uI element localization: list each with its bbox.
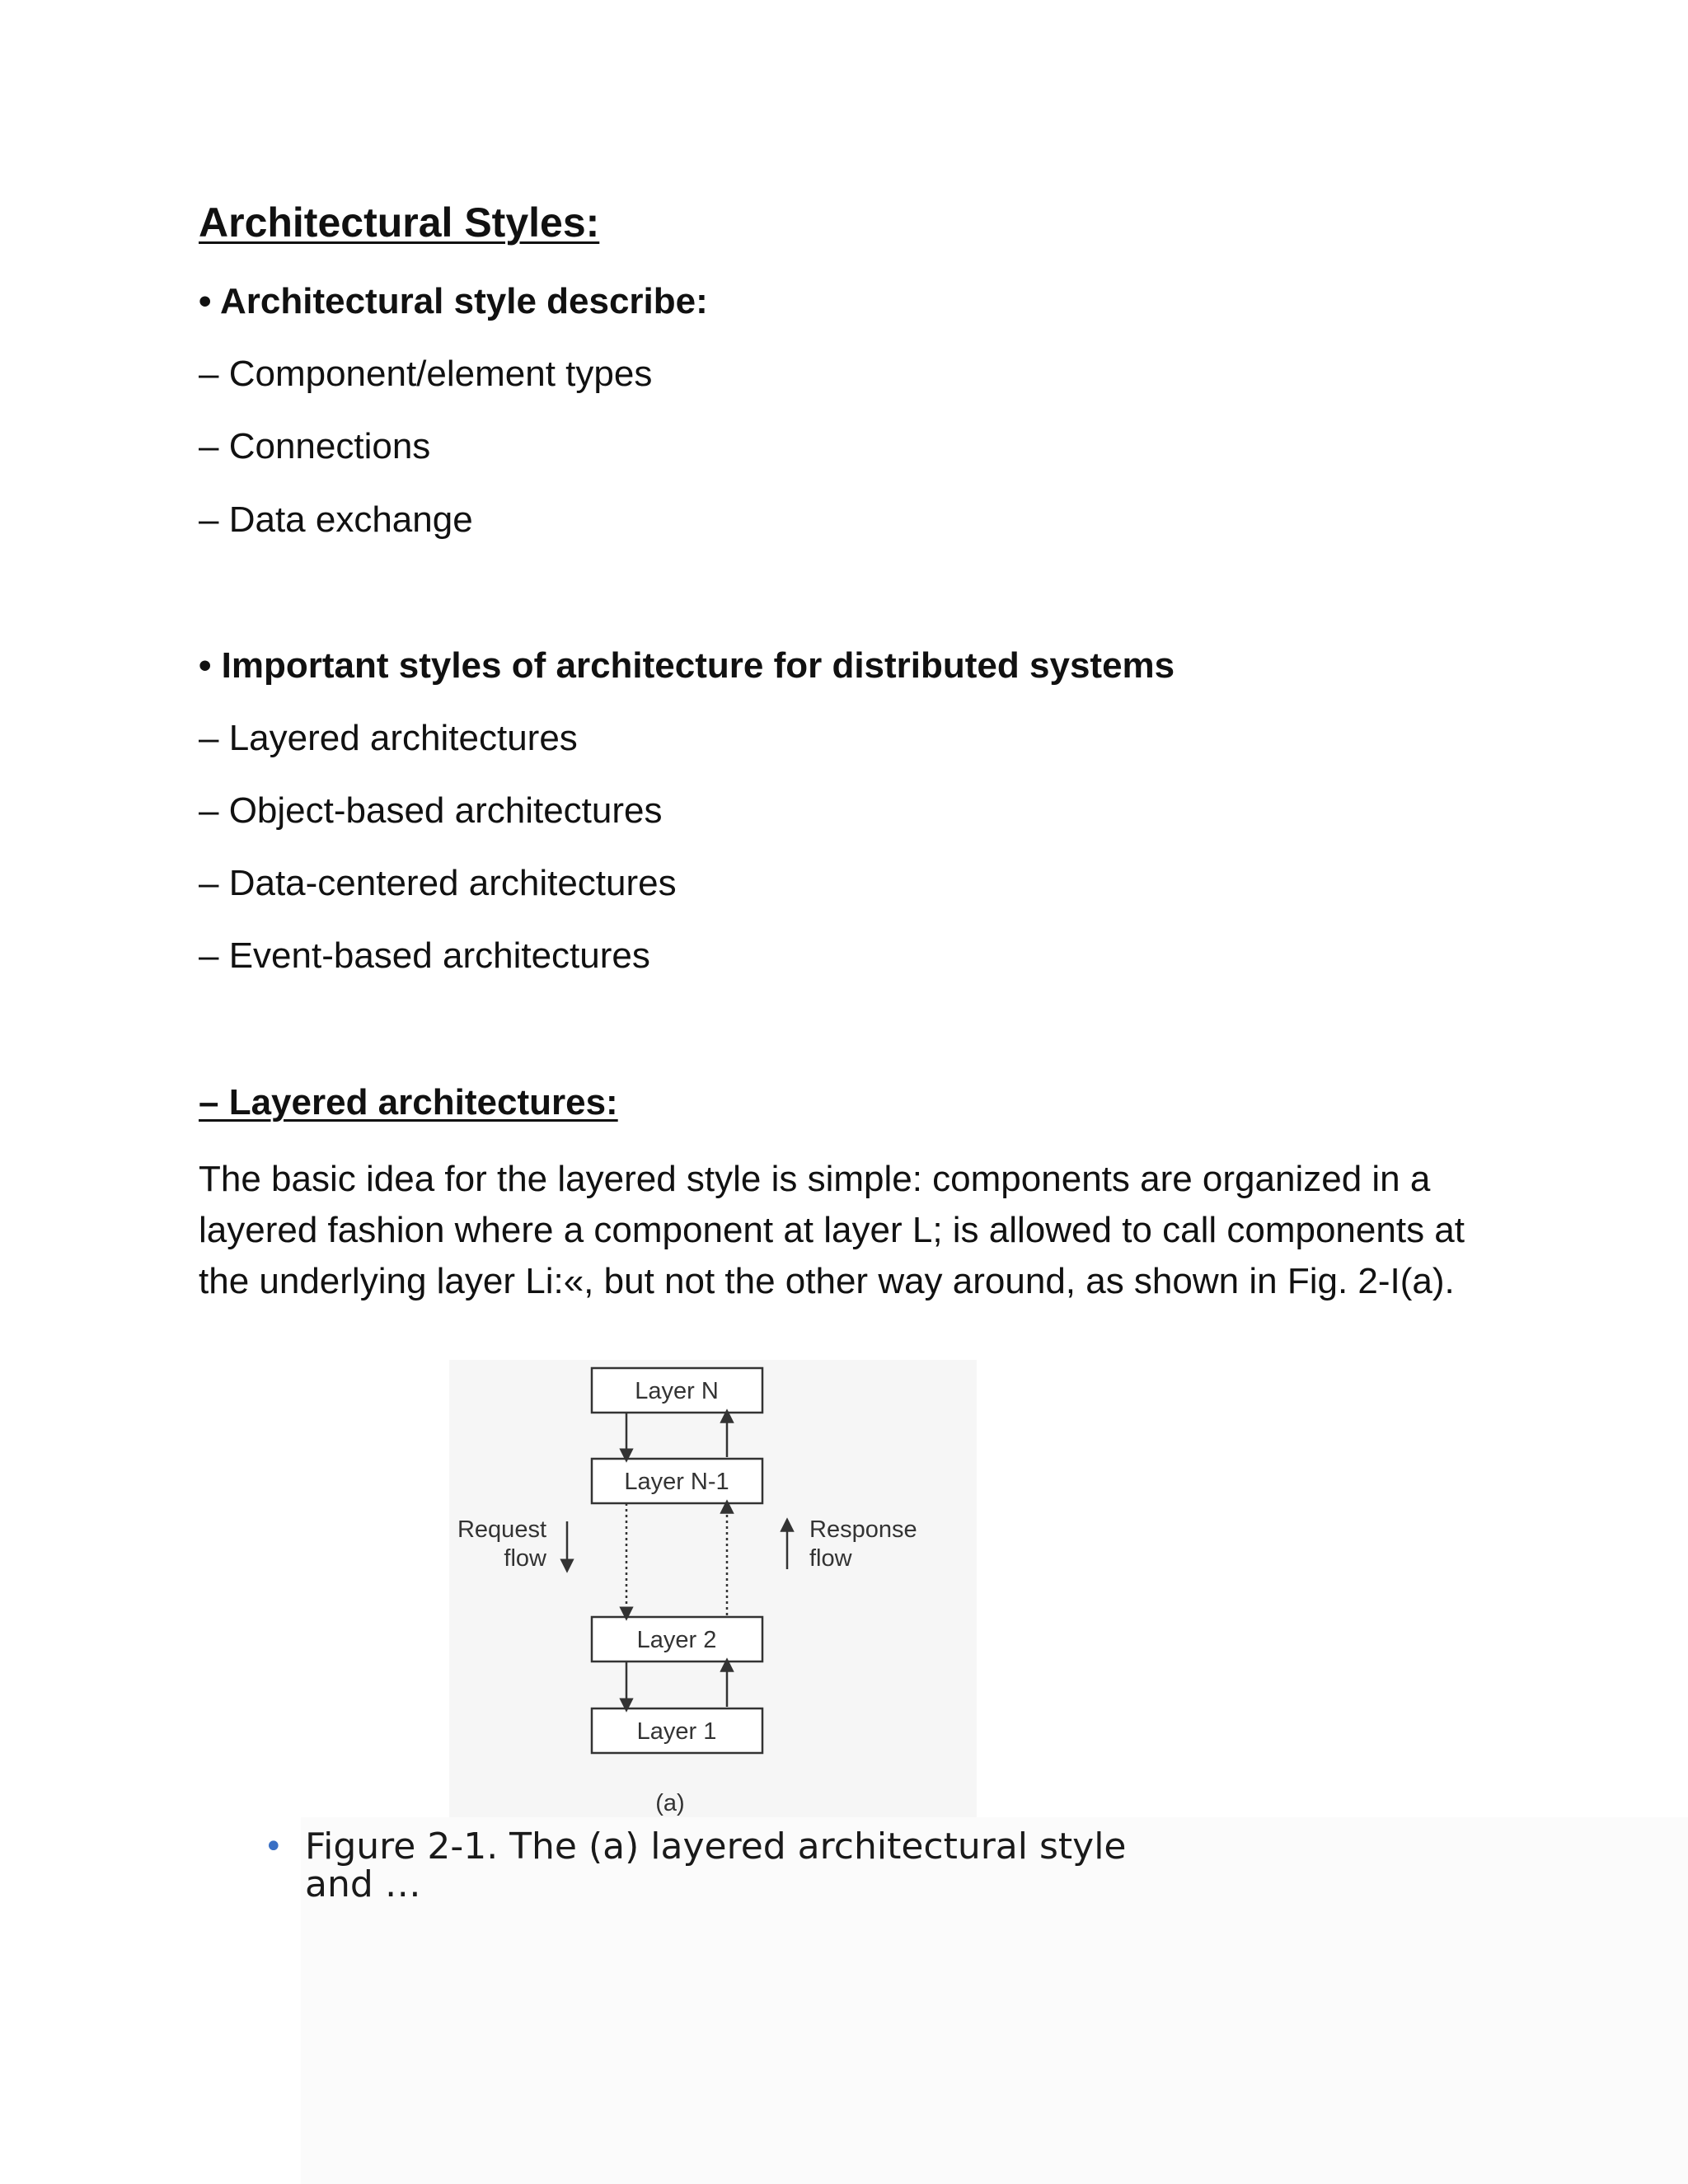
list-item: – Connections <box>199 426 431 466</box>
paragraph-line: layered fashion where a component at layer L; is allowed to call components at <box>199 1210 1465 1250</box>
list-item: – Event-based architectures <box>199 935 650 976</box>
paragraph-line: the underlying layer Li:«, but not the other way around, as shown in Fig. 2-I(a). <box>199 1261 1455 1301</box>
paragraph-line: The basic idea for the layered style is simple: components are organized in a <box>199 1159 1431 1199</box>
response-label: Response <box>809 1516 917 1543</box>
caption-text: Figure 2-1. The (a) layered architectural style and … <box>305 1825 1127 1905</box>
list-item: – Layered architectures <box>199 718 578 758</box>
list-item: – Data-centered architectures <box>199 863 677 903</box>
list-item: – Component/element types <box>199 354 653 394</box>
paragraph <box>199 1154 1465 1307</box>
figure-sublabel: (a) <box>655 1790 685 1816</box>
list-item: – Data exchange <box>199 499 473 540</box>
section-title-describe: • Architectural style describe: <box>199 281 708 321</box>
bullet-icon: • <box>264 1828 284 1866</box>
layer-label: Layer N <box>635 1378 719 1404</box>
section-title-important-styles: • Important styles of architecture for distributed systems <box>199 645 1175 686</box>
section-title-layered: – Layered architectures: <box>199 1082 618 1122</box>
request-label: flow <box>504 1545 546 1572</box>
response-label: flow <box>809 1545 852 1572</box>
layer-label: Layer N-1 <box>624 1469 729 1495</box>
layered-architecture-figure <box>449 1360 977 1821</box>
list-item: – Object-based architectures <box>199 790 663 831</box>
page-title: Architectural Styles: <box>199 199 600 246</box>
layer-label: Layer 2 <box>636 1627 717 1653</box>
layer-label: Layer 1 <box>636 1718 717 1745</box>
request-label: Request <box>457 1516 546 1543</box>
